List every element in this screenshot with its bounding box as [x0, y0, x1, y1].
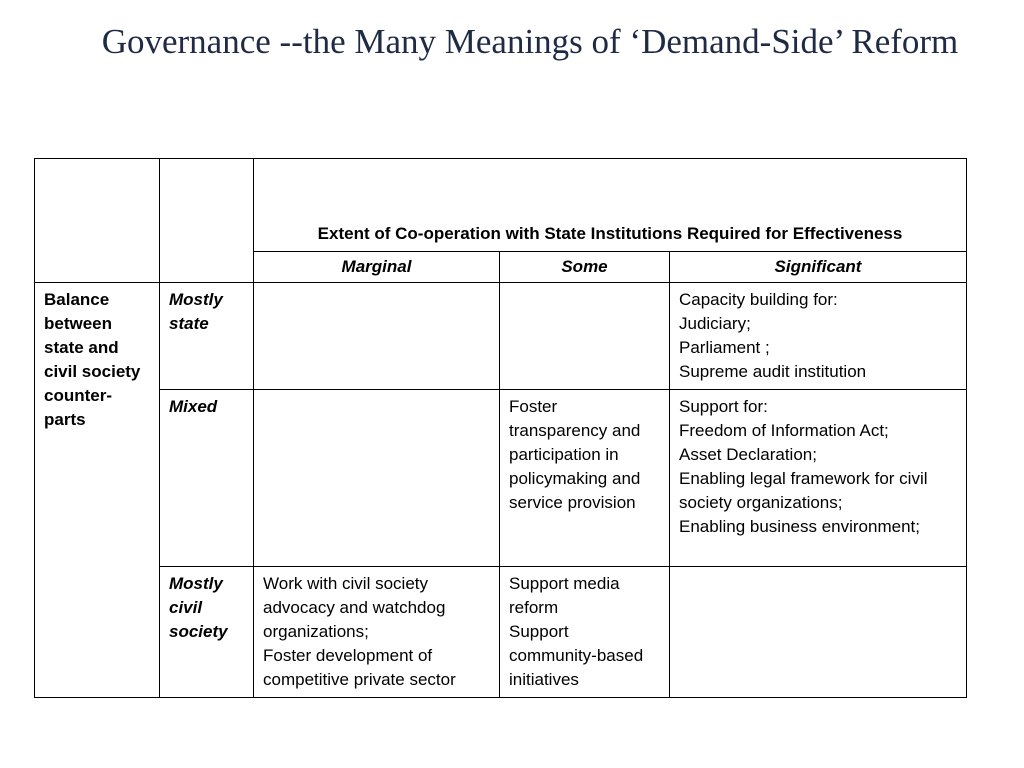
- cell-line: Support community-based initiatives: [509, 622, 644, 689]
- cell-marginal: [254, 567, 500, 698]
- table-row: [35, 283, 967, 390]
- reform-matrix-table: [34, 158, 967, 698]
- cell-line: Enabling business environment;: [679, 517, 920, 536]
- cell-significant: [670, 390, 967, 567]
- cell-marginal: [254, 390, 500, 567]
- cell-line: Judiciary;: [679, 314, 751, 333]
- cell-line: Supreme audit institution: [679, 362, 867, 381]
- row-label: Mixed: [160, 390, 254, 567]
- corner-cell-empty: [160, 159, 254, 283]
- table-row: [35, 390, 967, 567]
- row-label: Mostly civil society: [160, 567, 254, 698]
- header-row: [35, 159, 967, 252]
- cell-line: Work with civil society advocacy and watchdog organizations;: [263, 574, 446, 641]
- cell-line: Capacity building for:: [679, 290, 838, 309]
- cell-some: [500, 567, 670, 698]
- sub-header-significant: Significant: [670, 252, 967, 283]
- cell-significant: [670, 567, 967, 698]
- table-row: [35, 567, 967, 698]
- sub-header-some: Some: [500, 252, 670, 283]
- cell-line: Freedom of Information Act;: [679, 421, 889, 440]
- cell-line: Asset Declaration;: [679, 445, 817, 464]
- cell-significant: [670, 283, 967, 390]
- cell-line: Parliament ;: [679, 338, 770, 357]
- sub-header-marginal: Marginal: [254, 252, 500, 283]
- cell-line: Foster development of competitive private sector: [263, 646, 456, 689]
- corner-cell-empty: [35, 159, 160, 283]
- row-group-label: Balance between state and civil society counter-parts: [35, 283, 160, 698]
- extent-header: Extent of Co-operation with State Institutions Required for Effectiveness: [254, 159, 967, 252]
- cell-line: Enabling legal framework for civil society organizations;: [679, 469, 928, 512]
- cell-some: [500, 390, 670, 567]
- cell-line: Foster transparency and participation in policymaking and service provision: [509, 397, 641, 512]
- slide-title: Governance --the Many Meanings of ‘Demand-Side’ Reform: [101, 22, 959, 61]
- cell-some: [500, 283, 670, 390]
- cell-marginal: [254, 283, 500, 390]
- cell-line: Support media reform: [509, 574, 620, 617]
- row-label: Mostly state: [160, 283, 254, 390]
- cell-line: Support for:: [679, 397, 768, 416]
